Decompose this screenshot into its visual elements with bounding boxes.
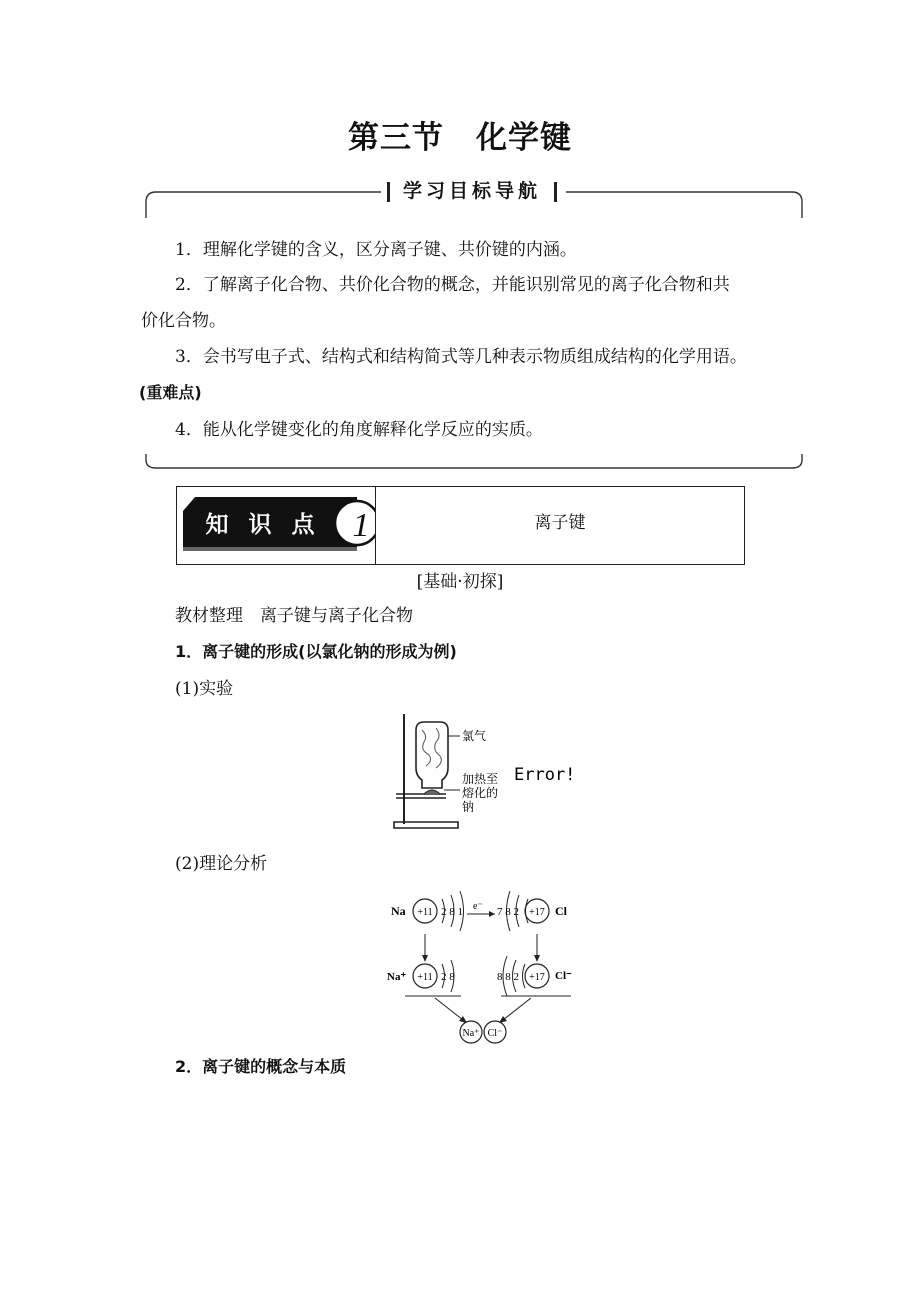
cl-symbol: Cl: [555, 904, 567, 918]
knowledge-badge: [181, 495, 375, 557]
objective-4: 4．能从化学键变化的角度解释化学反应的实质。: [175, 420, 543, 440]
item2-heading: 2．离子键的概念与本质: [175, 1057, 347, 1076]
objective-2-cont: 价化合物。: [141, 311, 226, 331]
cl-shells: 7 8 2: [497, 906, 519, 918]
heat-label-2: 熔化的: [462, 786, 499, 800]
cl-ion-nucleus: +17: [529, 972, 545, 983]
analysis-label: (2)理论分析: [175, 854, 268, 874]
cl-ion-shells: 8 8 2: [497, 971, 519, 983]
knowledge-topic: 离子键: [534, 513, 586, 533]
section-tag: [基础·初探]: [416, 572, 504, 592]
na-shells: 2 8 1: [441, 906, 463, 918]
analysis-figure: [385, 882, 585, 1052]
heat-label-3: 钠: [462, 800, 475, 814]
heading-bar-right: [554, 182, 557, 202]
page-title: 第三节 化学键: [348, 120, 572, 156]
objective-2: 2．了解离子化合物、共价化合物的概念，并能识别常见的离子化合物和共: [175, 275, 730, 295]
item1-heading: 1．离子键的形成(以氯化钠的形成为例): [175, 642, 457, 661]
na-ion-shells: 2 8: [441, 971, 455, 983]
na-nucleus: +11: [417, 907, 433, 918]
product-na: Na⁺: [462, 1028, 480, 1039]
cl-nucleus: +17: [529, 907, 545, 918]
knowledge-badge-text: 知 识 点: [205, 512, 321, 538]
objective-3: 3．会书写电子式、结构式和结构简式等几种表示物质组成结构的化学用语。: [175, 347, 747, 367]
heat-label-1: 加热至: [462, 772, 499, 786]
knowledge-number: 1: [352, 507, 370, 544]
experiment-figure: [388, 710, 588, 835]
heading-bar-left: [387, 182, 390, 202]
objectives-heading: [381, 176, 563, 206]
na-ion-symbol: Na⁺: [387, 971, 407, 983]
objective-3-note: (重难点): [139, 383, 202, 402]
material-heading: 教材整理 离子键与离子化合物: [175, 606, 413, 626]
cl-ion-symbol: Cl⁻: [555, 970, 572, 982]
experiment-label: (1)实验: [175, 679, 234, 699]
chlorine-label: 氯气: [462, 729, 487, 743]
objectives-heading-text: 学习目标导航: [402, 180, 541, 202]
na-ion-nucleus: +11: [417, 972, 433, 983]
product-cl: Cl⁻: [487, 1028, 503, 1039]
error-text: Error!: [514, 765, 576, 785]
objective-1: 1．理解化学键的含义，区分离子键、共价键的内涵。: [175, 240, 577, 260]
na-symbol: Na: [391, 904, 406, 918]
electron-label: e⁻: [473, 901, 483, 912]
